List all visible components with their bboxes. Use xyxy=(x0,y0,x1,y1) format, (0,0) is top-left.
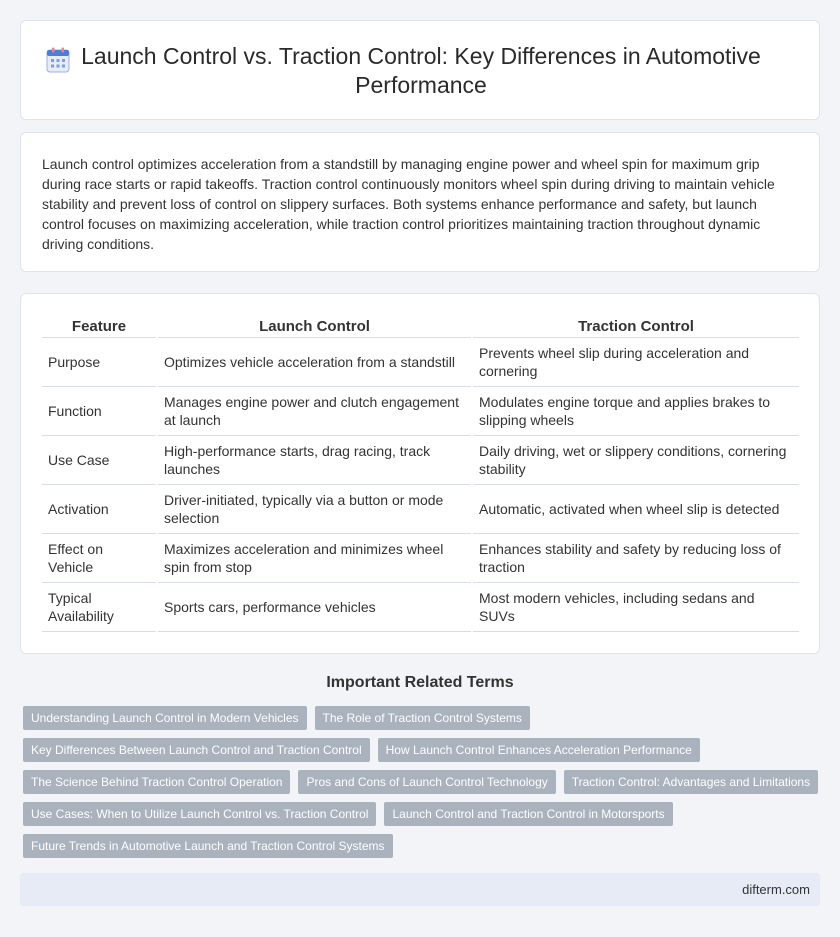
related-term-link[interactable]: The Role of Traction Control Systems xyxy=(315,706,530,730)
cell-traction: Enhances stability and safety by reducing loss of traction xyxy=(472,534,799,583)
related-term-link[interactable]: Key Differences Between Launch Control and Traction Control xyxy=(23,738,370,762)
footer-site-link[interactable]: difterm.com xyxy=(742,882,810,897)
tag-row xyxy=(23,770,823,802)
table-header-row xyxy=(42,315,799,338)
cell-traction: Most modern vehicles, including sedans and SUVs xyxy=(472,583,799,632)
related-term-link[interactable]: How Launch Control Enhances Acceleration Performance xyxy=(378,738,700,762)
tag-row xyxy=(23,738,823,770)
cell-feature: Typical Availability xyxy=(42,583,157,632)
cell-launch: Optimizes vehicle acceleration from a standstill xyxy=(157,338,472,387)
page-title: Launch Control vs. Traction Control: Key Differences in Automotive Performance xyxy=(81,43,761,98)
tag-row xyxy=(23,834,823,866)
related-term-link[interactable]: Use Cases: When to Utilize Launch Control vs. Traction Control xyxy=(23,802,376,826)
related-terms-list xyxy=(23,706,823,866)
related-term-link[interactable]: Pros and Cons of Launch Control Technology xyxy=(298,770,555,794)
table-row xyxy=(42,338,799,387)
cell-feature: Activation xyxy=(42,485,157,534)
related-term-link[interactable]: Understanding Launch Control in Modern Vehicles xyxy=(23,706,307,730)
cell-traction: Daily driving, wet or slippery conditions, cornering stability xyxy=(472,436,799,485)
related-term-link[interactable]: Launch Control and Traction Control in Motorsports xyxy=(384,802,672,826)
tag-row xyxy=(23,706,823,738)
footer-bar xyxy=(20,873,820,906)
intro-card xyxy=(20,132,820,272)
tag-row xyxy=(23,802,823,834)
related-term-link[interactable]: Future Trends in Automotive Launch and Traction Control Systems xyxy=(23,834,393,858)
related-term-link[interactable]: The Science Behind Traction Control Operation xyxy=(23,770,290,794)
header-traction-control: Traction Control xyxy=(472,315,799,338)
cell-launch: Sports cars, performance vehicles xyxy=(157,583,472,632)
comparison-table xyxy=(42,315,799,632)
cell-feature: Effect on Vehicle xyxy=(42,534,157,583)
cell-launch: High-performance starts, drag racing, track launches xyxy=(157,436,472,485)
cell-launch: Maximizes acceleration and minimizes wheel spin from stop xyxy=(157,534,472,583)
table-row xyxy=(42,485,799,534)
related-terms-heading: Important Related Terms xyxy=(326,674,514,691)
cell-traction: Prevents wheel slip during acceleration and cornering xyxy=(472,338,799,387)
cell-launch: Manages engine power and clutch engagement at launch xyxy=(157,387,472,436)
cell-traction: Modulates engine torque and applies brakes to slipping wheels xyxy=(472,387,799,436)
cell-feature: Purpose xyxy=(42,338,157,387)
cell-traction: Automatic, activated when wheel slip is detected xyxy=(472,485,799,534)
table-row xyxy=(42,436,799,485)
header-launch-control: Launch Control xyxy=(157,315,472,338)
comparison-card xyxy=(20,293,820,654)
related-term-link[interactable]: Traction Control: Advantages and Limitations xyxy=(564,770,818,794)
table-row xyxy=(42,387,799,436)
table-row xyxy=(42,534,799,583)
header-card xyxy=(20,20,820,120)
intro-paragraph: Launch control optimizes acceleration from a standstill by managing engine power and wheel spin for maximum grip during race starts or rapid takeoffs. Traction control continuously monitors wheel spin during driving to maintain vehicle stability and prevent loss of control on slippery surfaces. Both systems enhance performance and safety, but launch control focuses on maximizing acceleration, while traction control prioritizes maintaining traction throughout dynamic driving conditions. xyxy=(42,156,775,252)
cell-launch: Driver-initiated, typically via a button or mode selection xyxy=(157,485,472,534)
header-feature: Feature xyxy=(42,315,157,338)
cell-feature: Function xyxy=(42,387,157,436)
table-row xyxy=(42,583,799,632)
cell-feature: Use Case xyxy=(42,436,157,485)
